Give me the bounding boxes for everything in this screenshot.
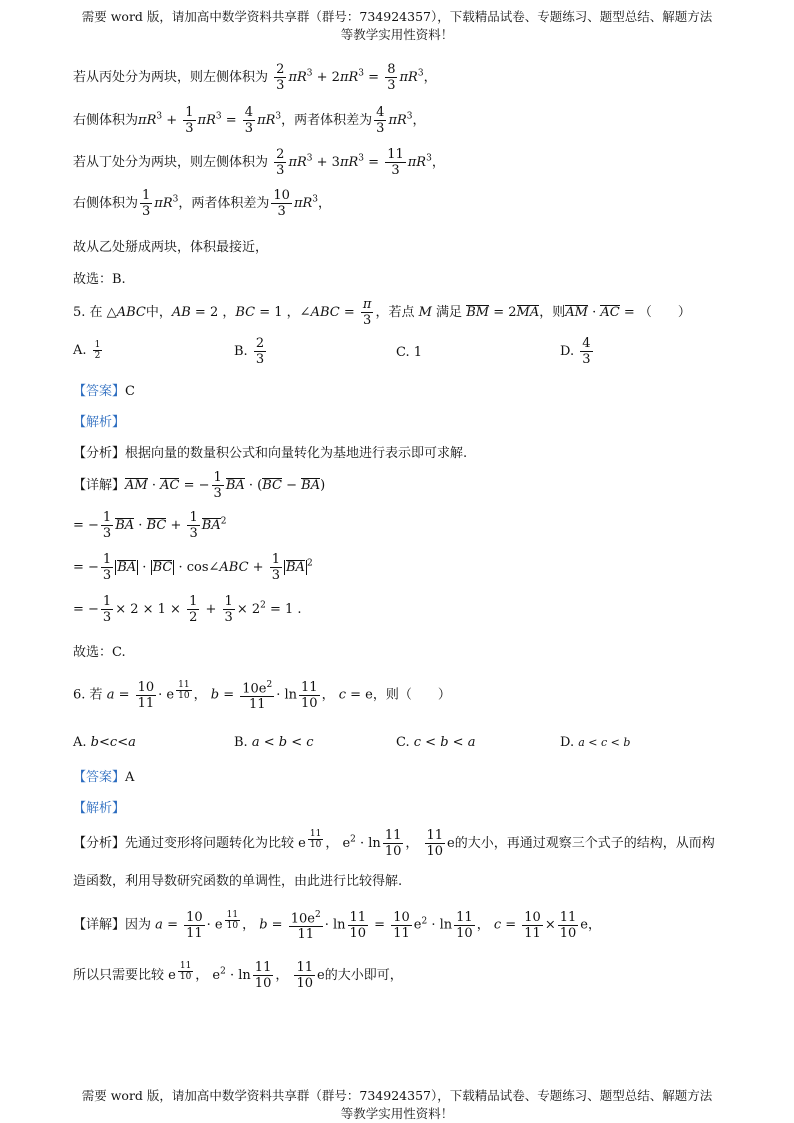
answer-value: C: [125, 384, 135, 399]
fraction: $\frac{10}{11}$: [524, 909, 541, 941]
xiangjie-tag: 【详解】: [73, 478, 126, 493]
fenxi-tag: 【分析】: [73, 836, 126, 851]
fraction: $\frac{4}{3}$: [244, 105, 254, 136]
q6-option-d: D. a < c < b: [560, 735, 631, 750]
text: ，则（ ）: [372, 687, 451, 703]
fenxi-tag: 【分析】: [73, 446, 126, 461]
fraction: $\frac{11}{10}$: [559, 909, 577, 941]
q5-fenxi: [73, 442, 467, 461]
jiexi-tag: 【解析】: [73, 801, 126, 816]
fraction: $\frac{1}{3}$: [102, 594, 112, 625]
option-label: B.: [234, 735, 248, 750]
fraction: $\frac{11}{10}$: [254, 960, 272, 991]
q6-option-a: A. b<c<a: [73, 735, 136, 750]
fraction: $\frac{10e^2}{11}$: [290, 910, 321, 943]
text: 所以只需要比较: [73, 968, 165, 983]
footer-line-1: 需要 word 版，请加高中数学资料共享群（群号：734924357），下载精品试卷、专题练习、题型总结、解题方法: [81, 1088, 713, 1103]
text: 右侧体积为: [73, 113, 139, 128]
fraction: $\frac{11}{10}$: [384, 828, 402, 859]
fraction: $\frac{4}{3}$: [376, 105, 385, 136]
fraction: 11 10: [178, 680, 190, 702]
text: 中，: [145, 305, 172, 320]
fraction: $\frac{1}{3}$: [142, 188, 151, 219]
text: 6. 若: [73, 687, 103, 703]
footer-line-2: 等教学实用性资料！: [340, 1106, 454, 1121]
solution-line-1: 若从丙处分为两块，则左侧体积为 $\frac{2}{3}$ $\pi R^3 + 2\pi R^3$ = $\frac{8}{3}$ $\pi R^3$，: [73, 62, 437, 93]
solution-line-6: 故选：B.: [73, 272, 126, 287]
fraction: 11 10: [226, 910, 239, 932]
fraction: $\frac{11}{10}$: [349, 909, 367, 941]
option-label: A.: [73, 735, 87, 750]
jiexi-tag: 【解析】: [73, 415, 126, 430]
fraction: $\frac{10e^2}{11}$: [242, 680, 273, 713]
text: 满足: [436, 305, 463, 320]
fraction: $\frac{11}{10}$: [456, 909, 473, 941]
text: ，两者体积差为: [178, 196, 270, 211]
fraction: $\frac{1}{3}$: [213, 470, 222, 501]
q5-choose: 故选：C.: [73, 645, 126, 660]
q5-stem: 5. 在 △ABC中，AB = 2 ，BC = 1 ，∠ABC = $\frac{\pi}{3}$ ，若点 M 满足 BM = 2MA，则AM · AC = （ ）: [73, 297, 691, 328]
fraction: $\frac{\pi}{3}$: [362, 297, 372, 328]
fraction: $\frac{1}{3}$: [102, 510, 112, 541]
solution-line-4: 右侧体积为 $\frac{1}{3}$ $\pi R^3$，两者体积差为 $\frac{10}{3}$ $\pi R^3$，: [73, 188, 332, 219]
fraction: $\frac{11}{10}$: [426, 828, 444, 859]
option-label: A.: [73, 343, 87, 358]
fraction: $\frac{2}{3}$: [276, 147, 285, 178]
q6-detail-line-2: 所以只需要比较 e $^{\frac{11}{10}}$ ， $e^2 \cdot \ln$ $\frac{11}{10}$ ， $\frac{11}{10}$ e的大小即可，: [73, 960, 403, 991]
fenxi-text: 根据向量的数量积公式和向量转化为基地进行表示即可求解.: [125, 446, 468, 461]
answer-tag: 【答案】: [73, 384, 126, 399]
fraction: $\frac{1}{3}$: [189, 510, 198, 541]
q5-answer: [73, 380, 135, 399]
option-label: D.: [560, 344, 575, 359]
q5-detail-line-4: = − $\frac{1}{3}$ × 2 × 1 × $\frac{1}{2}$ + $\frac{1}{3}$ × $2^2 = 1$ .: [73, 594, 302, 625]
q5-option-a: [73, 340, 104, 361]
fraction: $\frac{11}{3}$: [387, 147, 404, 178]
q6-option-b: B. a < b < c: [234, 735, 314, 750]
fraction: $\frac{2}{3}$: [276, 62, 285, 93]
solution-line-5: 故从乙处掰成两块，体积最接近，: [73, 240, 269, 255]
q5-detail-line-3: = − $\frac{1}{3}$ BA · BC · cos∠ABC + $\frac{1}{3}$ BA $^2$: [73, 552, 313, 583]
text: ，若点: [375, 305, 415, 320]
q6-detail-line-1: 【详解】因为 a = $\frac{10}{11}$ · e $^{\frac{11}{10}}$ ， b = $\frac{10e^2}{11}$ · ln $\frac{11}{10}$ = $\frac{10}{11}$ $e^2 \cdot \ln$ $\frac{11}{10}$ ， c = $\frac{10}{11}$ × $\frac{11}{10}$ e，: [73, 909, 601, 943]
fraction: 11 10: [179, 960, 192, 982]
fraction: $\frac{4}{3}$: [582, 336, 591, 367]
option-label: C.: [396, 735, 410, 750]
q5-jiexi: [73, 411, 125, 430]
solution-line-3: 若从丁处分为两块，则左侧体积为 $\frac{2}{3}$ $\pi R^3 + 3\pi R^3$ = $\frac{11}{3}$ $\pi R^3$，: [73, 147, 445, 178]
fraction: $\frac{10}{11}$: [137, 679, 155, 711]
text: 若从丁处分为两块，则左侧体积为: [73, 155, 269, 170]
fraction: $\frac{10}{11}$: [393, 909, 410, 941]
q6-jiexi: [73, 797, 125, 816]
q5-detail-line-2: = − $\frac{1}{3}$ BA · BC + $\frac{1}{3}$ $BA^2$: [73, 510, 227, 541]
q5-option-b: [234, 336, 268, 367]
q6-answer: [73, 766, 134, 785]
fraction: $\frac{2}{3}$: [255, 336, 265, 367]
text: ，两者体积差为: [281, 113, 373, 128]
fraction: $\frac{1}{3}$: [224, 594, 233, 625]
option-label: B.: [234, 344, 248, 359]
fraction: $\frac{10}{11}$: [186, 909, 203, 941]
text: （ ）: [638, 305, 691, 320]
text: 先通过变形将问题转化为比较: [125, 836, 295, 851]
solution-line-2: 右侧体积为$\pi R^3$ + $\frac{1}{3}$ $\pi R^3$ = $\frac{4}{3}$ $\pi R^3$，两者体积差为 $\frac{4}{3}$ $\pi R^3$，: [73, 105, 426, 136]
xiangjie-tag: 【详解】: [73, 917, 126, 933]
q6-option-c: C. c < b < a: [396, 735, 476, 750]
fraction: $\frac{11}{10}$: [296, 960, 314, 991]
fraction: 11 10: [309, 828, 322, 850]
fraction: $\frac{10}{3}$: [273, 188, 290, 219]
header-line-1: 需要 word 版，请加高中数学资料共享群（群号：734924357），下载精品试卷、专题练习、题型总结、解题方法: [81, 9, 713, 24]
fraction: $\frac{1}{3}$: [271, 552, 280, 583]
text: 5. 在: [73, 305, 103, 320]
option-label: D.: [560, 735, 575, 750]
text: 的大小，再通过观察三个式子的结构，从而构: [454, 836, 715, 851]
page-footer: [0, 1087, 794, 1123]
q5-option-c: C. 1: [396, 345, 423, 360]
fraction: $\frac{1}{3}$: [102, 552, 112, 583]
fraction: $\frac{8}{3}$: [387, 62, 396, 93]
answer-value: A: [125, 770, 135, 785]
q6-stem: 6. 若 a = $\frac{10}{11}$ · e $^{\frac{11}{10}}$ ， b = $\frac{10e^2}{11}$ · ln $\frac{11}{10}$ ， c = e，则（ ）: [73, 679, 451, 713]
text: ，则: [539, 305, 566, 320]
text: 右侧体积为: [73, 196, 139, 211]
q5-detail-line-1: 【详解】AM · AC = − $\frac{1}{3}$ BA · (BC − BA): [73, 470, 326, 501]
q6-fenxi: 【分析】先通过变形将问题转化为比较 e $^{\frac{11}{10}}$ ， $e^2 \cdot \ln$ $\frac{11}{10}$ ， $\frac{11}{10}$ e的大小，再通过观察三个式子的结构，从而构: [73, 828, 715, 859]
text: 因为: [125, 917, 152, 933]
answer-tag: 【答案】: [73, 770, 126, 785]
q5-option-d: [560, 336, 595, 367]
fraction: $\frac{1}{2}$: [189, 594, 198, 625]
text: 若从丙处分为两块，则左侧体积为: [73, 70, 269, 85]
fraction: $\frac{1}{3}$: [185, 105, 194, 136]
header-line-2: 等教学实用性资料！: [340, 27, 454, 42]
q6-fenxi-cont: 造函数，利用导数研究函数的单调性，由此进行比较得解.: [73, 874, 403, 889]
page-header: [0, 8, 794, 44]
fraction: $\frac{1}{2}$: [94, 340, 101, 361]
fraction: $\frac{11}{10}$: [301, 679, 318, 711]
text: 的大小即可，: [324, 968, 403, 983]
